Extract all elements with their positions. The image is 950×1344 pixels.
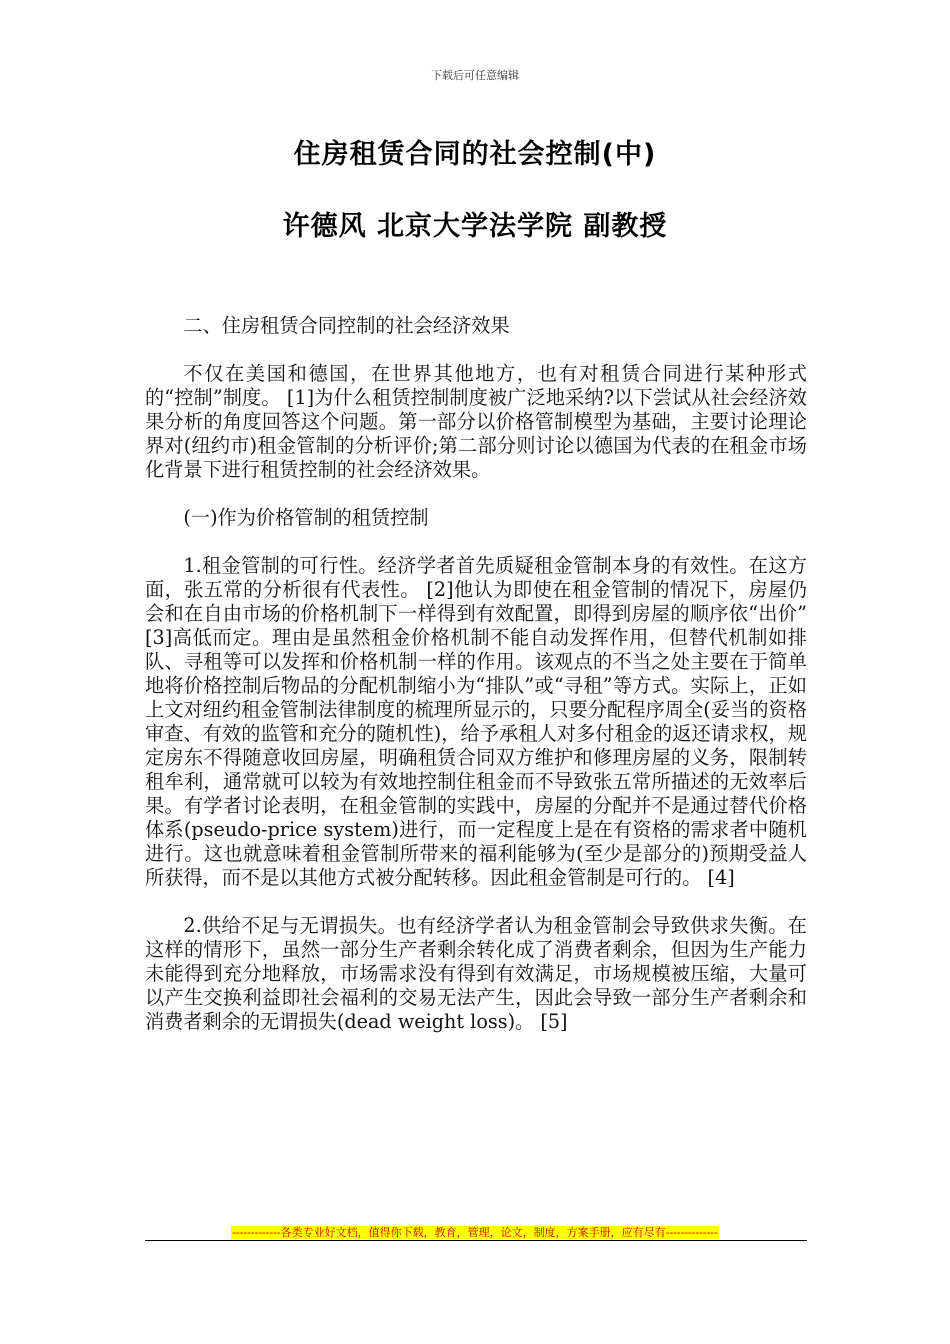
- header-note: 下载后可任意编辑: [431, 69, 519, 82]
- section-heading: 二、住房租赁合同控制的社会经济效果: [183, 314, 510, 337]
- paragraph-intro: 不仅在美国和德国，在世界其他地方，也有对租赁合同进行某种形式的“控制”制度。 [1]为什么租赁控制制度被广泛地采纳?以下尝试从社会经济效果分析的角度回答这个问题。第一部分以价格管制模型为基础，主要讨论理论界对(纽约市)租金管制的分析评价;第二部分则讨论以德国为代表的在租金市场化背景下进行租赁控制的社会经济效果。: [145, 362, 807, 481]
- footer-divider: [145, 1240, 807, 1241]
- document-title: 住房租赁合同的社会控制(中): [293, 139, 657, 170]
- paragraph-deadweight-loss: 2.供给不足与无谓损失。也有经济学者认为租金管制会导致供求失衡。在这样的情形下，虽然一部分生产者剩余转化成了消费者剩余，但因为生产能力未能得到充分地释放，市场需求没有得到有效满足，市场规模被压缩，大量可以产生交换利益即社会福利的交易无法产生，因此会导致一部分生产者剩余和消费者剩余的无谓损失(dead weight loss)。 [5]: [145, 914, 807, 1033]
- paragraph-feasibility: 1.租金管制的可行性。经济学者首先质疑租金管制本身的有效性。在这方面，张五常的分析很有代表性。 [2]他认为即使在租金管制的情况下，房屋仍会和在自由市场的价格机制下一样得到有效配置，即得到房屋的顺序依“出价” [3]高低而定。理由是虽然租金价格机制不能自动发挥作用，但替代机制如排队、寻租等可以发挥和价格机制一样的作用。该观点的不当之处主要在于简单地将价格控制后物品的分配机制缩小为“排队”或“寻租”等方式。实际上，正如上文对纽约租金管制法律制度的梳理所显示的，只要分配程序周全(妥当的资格审查、有效的监管和充分的随机性)，给予承租人对多付租金的返还请求权，规定房东不得随意收回房屋，明确租赁合同双方维护和修理房屋的义务，限制转租牟利，通常就可以较为有效地控制住租金而不导致张五常所描述的无效率后果。有学者讨论表明，在租金管制的实践中，房屋的分配并不是通过替代价格体系(pseudo-price system)进行，而一定程度上是在有资格的需求者中随机进行。这也就意味着租金管制所带来的福利能够为(至少是部分的)预期受益人所获得，而不是以其他方式被分配转移。因此租金管制是可行的。 [4]: [145, 554, 807, 889]
- document-body: [145, 314, 807, 1058]
- author-line: 许德风 北京大学法学院 副教授: [282, 211, 668, 242]
- subsection-heading: (一)作为价格管制的租赁控制: [183, 506, 429, 529]
- footer-banner-text: -------------各类专业好文档，值得你下载，教育，管理，论文，制度，方案手册，应有尽有--------------: [232, 1226, 718, 1239]
- footer-banner: [0, 1226, 950, 1240]
